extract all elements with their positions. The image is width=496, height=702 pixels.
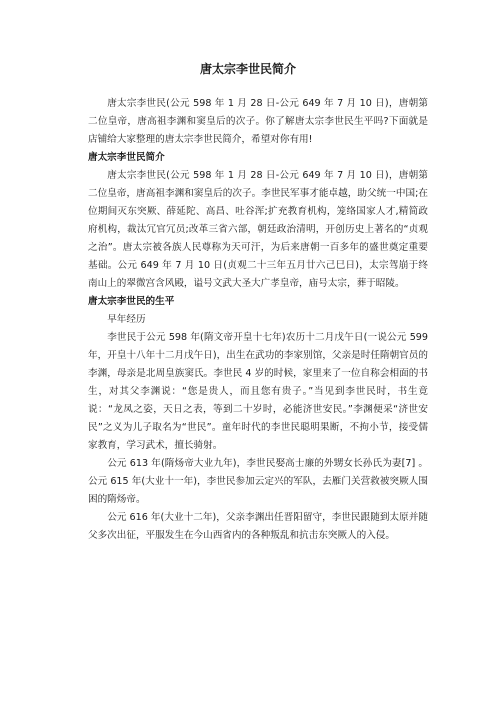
bio-paragraph: 唐太宗李世民(公元 598 年 1 月 28 日-公元 649 年 7 月 10 日)，唐朝第二位皇帝，唐高祖李渊和窦皇后的次子。李世民军事才能卓越，助父统一中国;在位期间灭东突厥、薛延陀、高昌、吐谷浑;扩充教育机构，笼络国家人才,精简政府机构，裁汰冗官冗员;改革三省六部，朝廷政治清明，开创历史上著名的“贞观之治”。唐太宗被各族人民尊称为天可汗，为后来唐朝一百多年的盛世奠定重要基础。公元 649 年 7 月 10 日(贞观二十三年五月廿六己巳日)，太宗驾崩于终南山上的翠微宫含风殿，谥号文武大圣大广孝皇帝，庙号太宗，葬于昭陵。 xyxy=(88,170,428,289)
taiyuan-paragraph: 公元 616 年(大业十二年)，父亲李渊出任晋阳留守，李世民跟随到太原并随父多次出征，平服发生在今山西省内的各种叛乱和抗击东突厥人的入侵。 xyxy=(88,512,428,541)
subheading-early-life: 早年经历 xyxy=(107,314,146,325)
document-title: 唐太宗李世民简介 xyxy=(199,62,296,76)
marriage-paragraph: 公元 613 年(隋炀帝大业九年)，李世民娶高士廉的外甥女长孙氏为妻[7] 。公元 615 年(大业十一年)，李世民参加云定兴的军队，去雁门关营救被突厥人围困的隋炀帝。 xyxy=(88,458,428,505)
early-life-paragraph: 李世民于公元 598 年(隋文帝开皇十七年)农历十二月戊午日(一说公元 599 年，开皇十八年十二月戊午日)，出生在武功的李家别馆，父亲是时任隋朝官员的李渊，母亲是北周皇族窦氏。李世民 4 岁的时候，家里来了一位自称会相面的书生，对其父李渊说：“您是贵人，而且您有贵子。”当见到李世民时，书生竟说：“龙凤之姿，天日之表，等到二十岁时，必能济世安民。”李渊便采“济世安民”之义为儿子取名为“世民”。童年时代的李世民聪明果断，不拘小节，接受儒家教育，学习武术，擅长骑射。 xyxy=(88,332,428,451)
intro-paragraph: 唐太宗李世民(公元 598 年 1 月 28 日-公元 649 年 7 月 10 日)，唐朝第二位皇帝，唐高祖李渊和窦皇后的次子。你了解唐太宗李世民生平吗?下面就是店铺给大家整理的唐太宗李世民简介，希望对你有用! xyxy=(88,98,428,145)
section-heading-life: 唐太宗李世民的生平 xyxy=(88,296,175,307)
section-heading-intro: 唐太宗李世民简介 xyxy=(88,152,165,163)
